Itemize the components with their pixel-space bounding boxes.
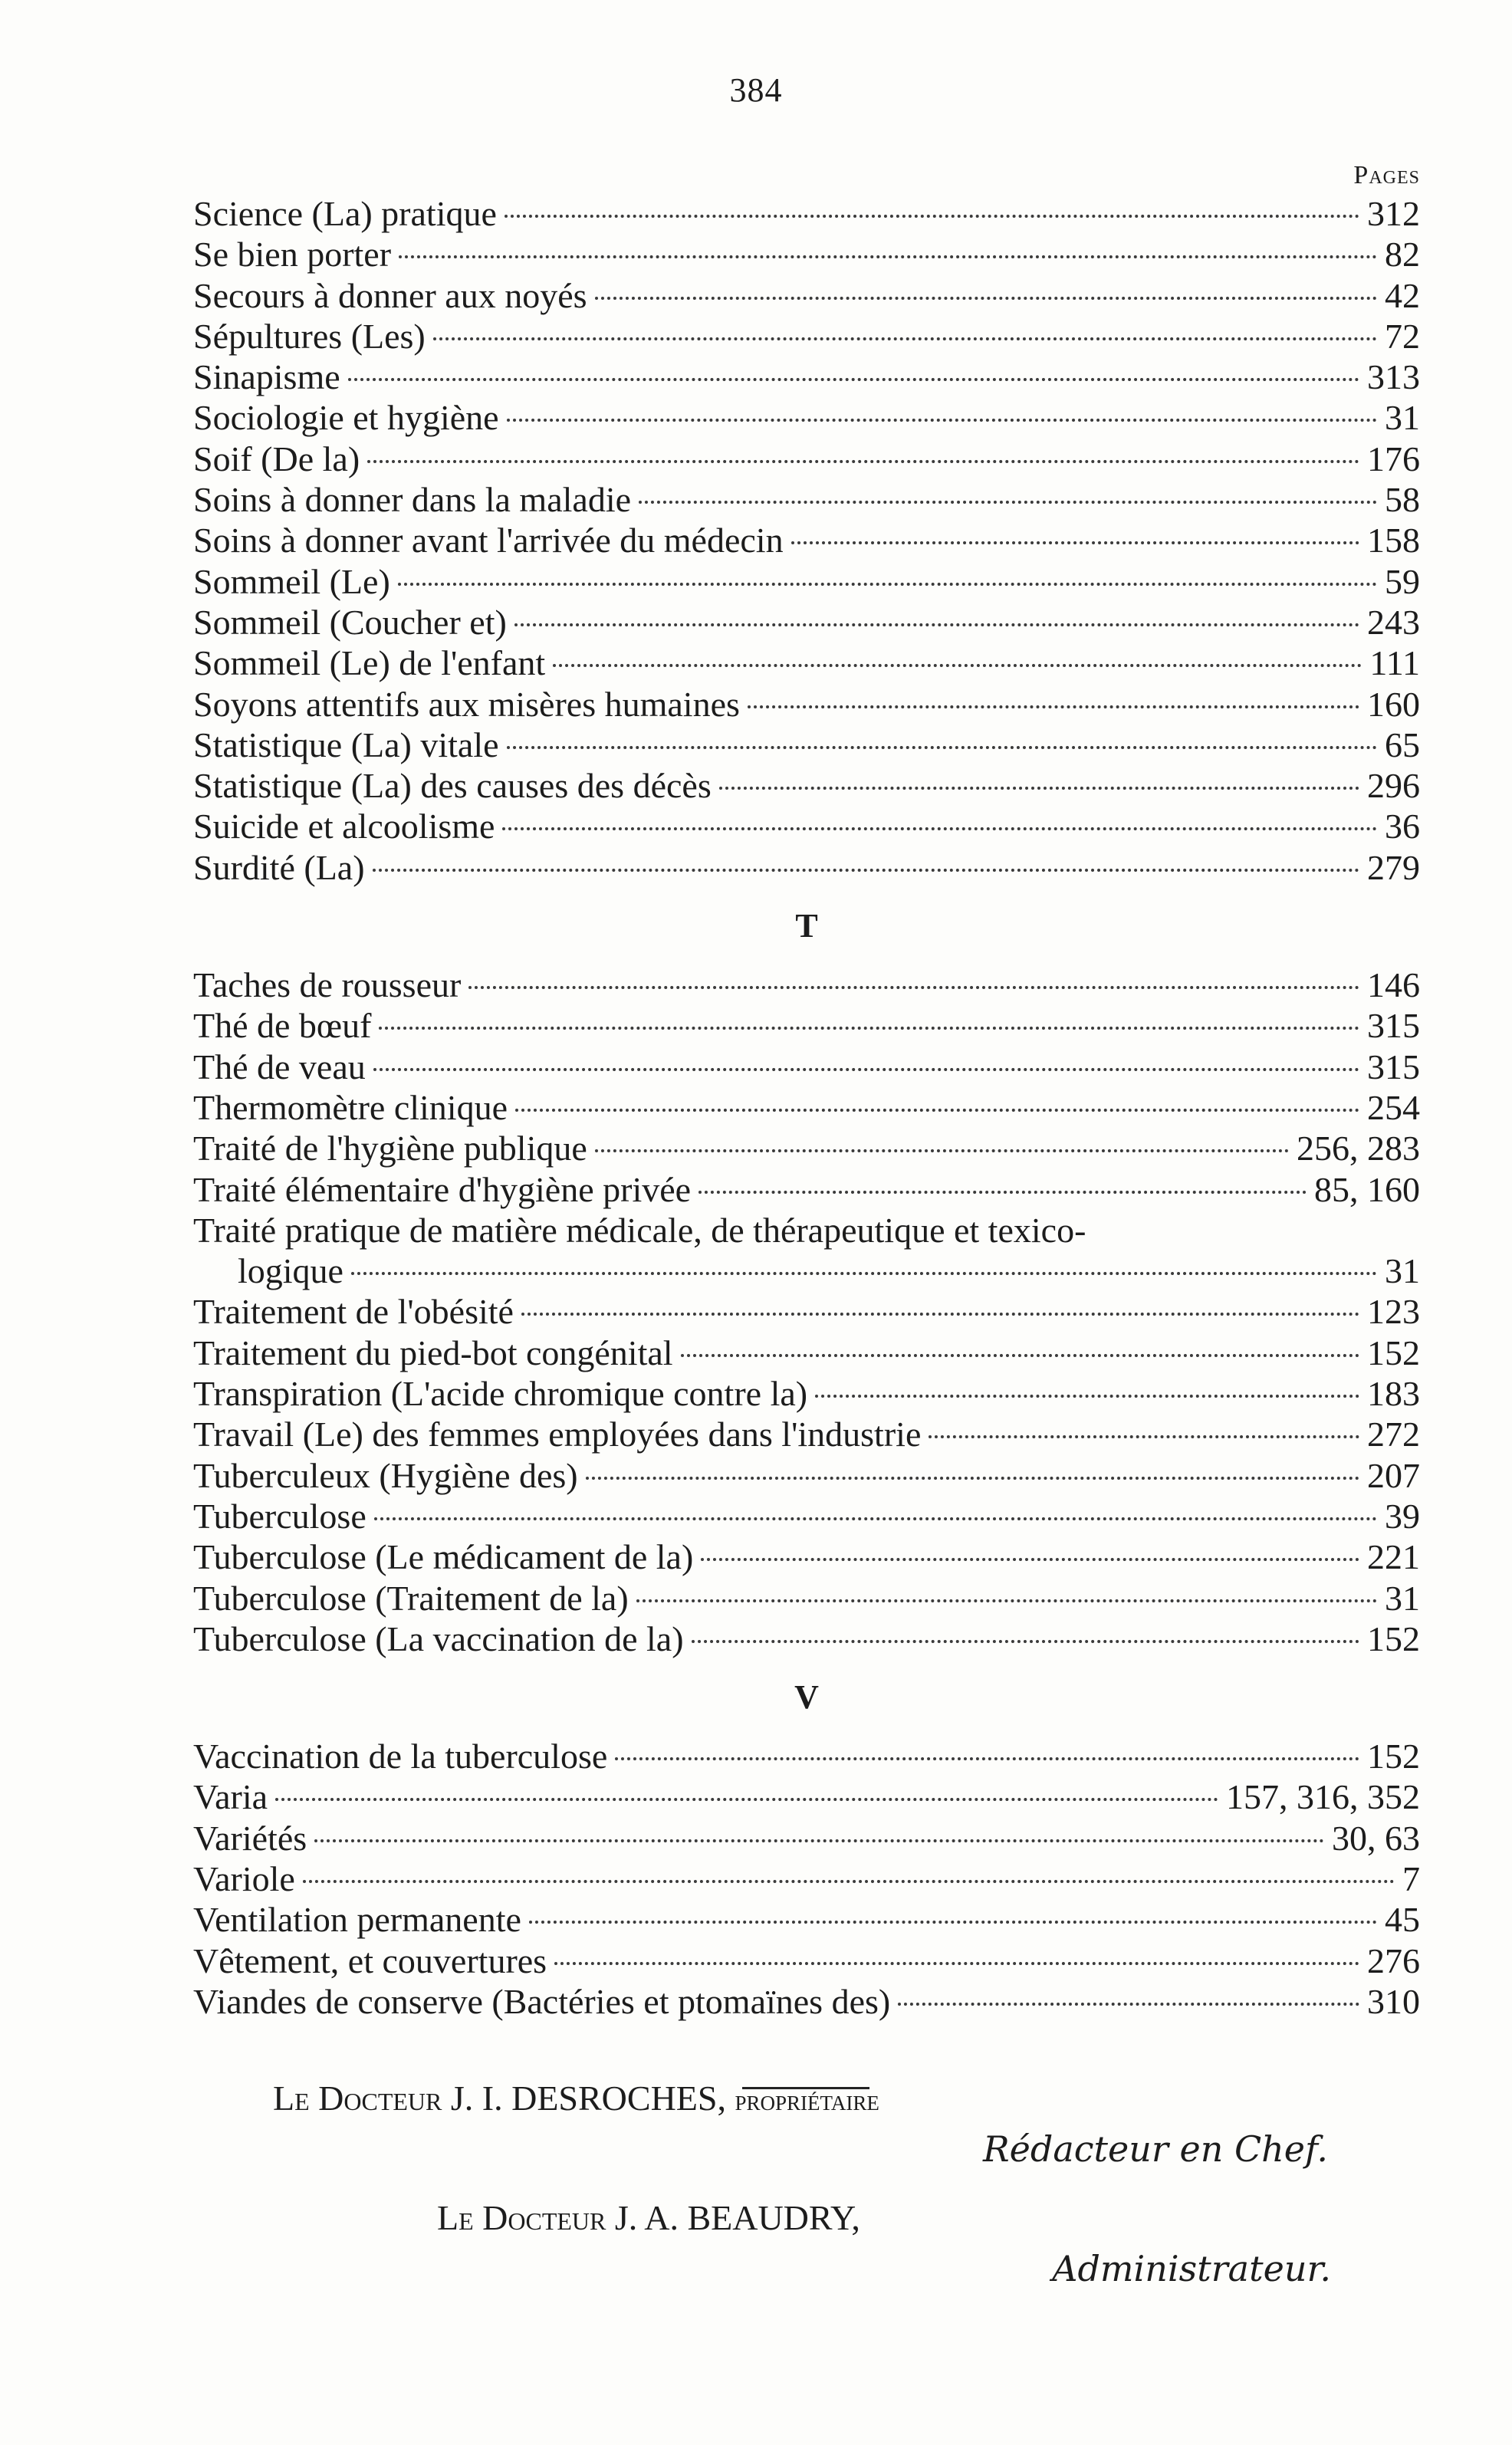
dot-leader xyxy=(502,827,1377,830)
entry-label: Tuberculose xyxy=(193,1496,366,1536)
index-entry xyxy=(193,1981,1420,2022)
entry-pages: 85, 160 xyxy=(1314,1169,1420,1209)
entry-label: Traitement de l'obésité xyxy=(193,1292,514,1332)
index-entry xyxy=(193,1250,1420,1291)
doctor-title: Le Docteur xyxy=(273,2079,442,2118)
entry-label: Suicide et alcoolisme xyxy=(193,807,495,846)
dot-leader xyxy=(553,664,1362,667)
entry-pages: 315 xyxy=(1367,1047,1420,1086)
dot-leader xyxy=(507,419,1377,422)
entry-pages: 315 xyxy=(1367,1006,1420,1046)
entry-label: Travail (Le) des femmes employées dans l'industrie xyxy=(193,1415,922,1454)
entry-pages: 82 xyxy=(1385,235,1420,274)
index-entry xyxy=(193,847,1420,888)
entry-pages: 123 xyxy=(1367,1292,1420,1332)
entry-pages: 296 xyxy=(1367,766,1420,806)
entry-label: Soins à donner dans la maladie xyxy=(193,480,632,520)
dot-leader xyxy=(698,1191,1307,1194)
dot-leader xyxy=(373,869,1359,872)
entry-label: Secours à donner aux noyés xyxy=(193,275,587,315)
entry-label: Soif (De la) xyxy=(193,439,360,478)
dot-leader xyxy=(507,746,1377,749)
index-entry xyxy=(193,1578,1420,1618)
index-entry xyxy=(193,193,1420,234)
entry-label: Taches de rousseur xyxy=(193,965,462,1005)
index-entry xyxy=(193,1333,1420,1373)
entry-pages: 313 xyxy=(1367,357,1420,397)
index-entry xyxy=(193,275,1420,316)
dot-leader xyxy=(367,460,1359,463)
index-entry xyxy=(193,684,1420,725)
dot-leader xyxy=(379,1027,1359,1030)
entry-pages: 221 xyxy=(1367,1537,1420,1577)
index-section-s xyxy=(193,193,1420,2022)
doctor-role: propriétaire xyxy=(735,2085,879,2117)
entry-pages: 59 xyxy=(1385,561,1420,601)
entry-label: Surdité (La) xyxy=(193,847,365,887)
index-entry xyxy=(193,1455,1420,1496)
entry-pages: 160 xyxy=(1367,684,1420,724)
index-entry xyxy=(193,1776,1420,1817)
entry-label: logique xyxy=(238,1251,343,1291)
entry-pages: 152 xyxy=(1367,1333,1420,1372)
entry-label: Sommeil (Le) xyxy=(193,561,390,601)
entry-pages: 207 xyxy=(1367,1455,1420,1495)
dot-leader xyxy=(615,1757,1359,1760)
index-entry xyxy=(193,1047,1420,1087)
signature-line-4: Administrateur. xyxy=(1052,2248,1331,2289)
dot-leader xyxy=(275,1798,1218,1801)
entry-pages: 45 xyxy=(1385,1900,1420,1940)
section-letter-t: T xyxy=(795,907,818,945)
index-entry xyxy=(193,1291,1420,1332)
entry-pages: 254 xyxy=(1367,1087,1420,1127)
entry-label: Sommeil (Coucher et) xyxy=(193,602,507,642)
entry-pages: 152 xyxy=(1367,1618,1420,1658)
dot-leader xyxy=(399,255,1377,258)
doctor-title: Le Docteur xyxy=(437,2198,606,2237)
dot-leader xyxy=(468,986,1359,989)
entry-pages: 31 xyxy=(1385,1251,1420,1291)
entry-pages: 39 xyxy=(1385,1496,1420,1536)
entry-pages: 158 xyxy=(1367,521,1420,560)
dot-leader xyxy=(348,378,1359,381)
index-entry xyxy=(193,765,1420,806)
index-entry xyxy=(193,806,1420,846)
entry-pages: 276 xyxy=(1367,1941,1420,1980)
index-entry xyxy=(193,397,1420,438)
index-entry xyxy=(193,357,1420,397)
entry-label: Variétés xyxy=(193,1818,307,1858)
entry-label: Soyons attentifs aux misères humaines xyxy=(193,684,740,724)
dot-leader xyxy=(681,1354,1359,1357)
entry-pages: 176 xyxy=(1367,439,1420,478)
index-entry xyxy=(193,642,1420,683)
entry-label: Sépultures (Les) xyxy=(193,316,426,356)
entry-label: Statistique (La) des causes des décès xyxy=(193,766,712,806)
entry-label: Sommeil (Le) de l'enfant xyxy=(193,643,546,683)
dot-leader xyxy=(374,1517,1377,1520)
entry-pages: 157, 316, 352 xyxy=(1226,1777,1420,1817)
entry-pages: 256, 283 xyxy=(1297,1129,1420,1168)
entry-pages: 58 xyxy=(1385,480,1420,520)
dot-leader xyxy=(791,541,1359,544)
dot-leader xyxy=(595,1149,1289,1152)
entry-pages: 42 xyxy=(1385,275,1420,315)
entry-label: Thé de bœuf xyxy=(193,1006,372,1046)
dot-leader xyxy=(433,337,1377,340)
wrapped-entry-line1: Traité pratique de matière médicale, de thérapeutique et texico- xyxy=(193,1210,1086,1250)
index-entry xyxy=(193,725,1420,765)
doctor-name: J. A. BEAUDRY, xyxy=(614,2198,860,2237)
pages-column-heading: Pages xyxy=(1353,161,1420,189)
entry-pages: 312 xyxy=(1367,194,1420,233)
dot-leader xyxy=(692,1640,1359,1643)
entry-pages: 31 xyxy=(1385,398,1420,438)
index-entry xyxy=(193,1899,1420,1940)
entry-pages: 146 xyxy=(1367,965,1420,1005)
entry-pages: 72 xyxy=(1385,316,1420,356)
entry-pages: 279 xyxy=(1367,847,1420,887)
entry-label: Se bien porter xyxy=(193,235,392,274)
dot-leader xyxy=(314,1839,1324,1842)
index-entry xyxy=(193,1373,1420,1414)
entry-label: Tuberculose (Traitement de la) xyxy=(193,1578,629,1618)
dot-leader xyxy=(529,1921,1377,1924)
entry-label: Traité élémentaire d'hygiène privée xyxy=(193,1169,692,1209)
index-entry xyxy=(193,602,1420,642)
entry-label: Thermomètre clinique xyxy=(193,1087,508,1127)
entry-label: Traité de l'hygiène publique xyxy=(193,1129,587,1168)
dot-leader xyxy=(898,2003,1359,2006)
dot-leader xyxy=(303,1880,1395,1883)
index-entry xyxy=(193,316,1420,357)
dot-leader xyxy=(639,501,1377,504)
entry-label: Science (La) pratique xyxy=(193,194,497,233)
index-entry xyxy=(193,1169,1420,1210)
dot-leader xyxy=(595,297,1377,300)
signature-line-3 xyxy=(437,2197,860,2238)
entry-label: Tuberculose (Le médicament de la) xyxy=(193,1537,694,1577)
dot-leader xyxy=(815,1395,1359,1398)
index-entry xyxy=(193,1941,1420,1981)
dot-leader xyxy=(929,1435,1359,1438)
entry-label: Transpiration (L'acide chromique contre la) xyxy=(193,1374,808,1414)
entry-pages: 272 xyxy=(1367,1415,1420,1454)
entry-label: Ventilation permanente xyxy=(193,1900,521,1940)
entry-pages: 111 xyxy=(1369,643,1420,683)
dot-leader xyxy=(373,1068,1359,1071)
index-entry xyxy=(193,561,1420,602)
entry-label: Tuberculeux (Hygiène des) xyxy=(193,1455,578,1495)
signature-line-1 xyxy=(273,2078,879,2118)
signature-line-2: Rédacteur en Chef. xyxy=(983,2128,1328,2170)
entry-label: Traitement du pied-bot congénital xyxy=(193,1333,673,1372)
entry-label: Sociologie et hygiène xyxy=(193,398,499,438)
entry-label: Statistique (La) vitale xyxy=(193,725,499,764)
entry-label: Sinapisme xyxy=(193,357,340,397)
entry-label: Tuberculose (La vaccination de la) xyxy=(193,1618,684,1658)
entry-pages: 31 xyxy=(1385,1578,1420,1618)
entry-label: Soins à donner avant l'arrivée du médecin xyxy=(193,521,784,560)
entry-pages: 152 xyxy=(1367,1737,1420,1776)
index-entry xyxy=(193,1736,1420,1776)
index-entry xyxy=(193,1536,1420,1577)
index-entry xyxy=(193,1087,1420,1128)
dot-leader xyxy=(351,1272,1377,1275)
dot-leader xyxy=(586,1477,1359,1480)
dot-leader xyxy=(554,1962,1359,1965)
entry-pages: 183 xyxy=(1367,1374,1420,1414)
dot-leader xyxy=(505,215,1359,218)
index-entry xyxy=(193,1496,1420,1536)
entry-label: Variole xyxy=(193,1858,295,1898)
index-entry xyxy=(193,1414,1420,1454)
index-entry xyxy=(193,520,1420,560)
dot-leader xyxy=(515,1109,1359,1112)
index-entry xyxy=(193,1128,1420,1168)
dot-leader xyxy=(719,787,1359,790)
index-entry xyxy=(193,1858,1420,1899)
entry-pages: 243 xyxy=(1367,602,1420,642)
entry-label: Vêtement, et couvertures xyxy=(193,1941,547,1980)
dot-leader xyxy=(636,1599,1377,1602)
page-number: 384 xyxy=(729,71,783,109)
index-entry xyxy=(193,439,1420,479)
entry-label: Thé de veau xyxy=(193,1047,366,1086)
entry-pages: 310 xyxy=(1367,1981,1420,2021)
section-letter-v: V xyxy=(794,1678,819,1717)
index-entry xyxy=(193,234,1420,274)
entry-label: Viandes de conserve (Bactéries et ptomaïnes des) xyxy=(193,1981,891,2021)
index-entry xyxy=(193,1005,1420,1046)
index-entry xyxy=(193,965,1420,1005)
index-entry xyxy=(193,1818,1420,1858)
entry-pages: 7 xyxy=(1402,1858,1420,1898)
dot-leader xyxy=(701,1558,1359,1561)
dot-leader xyxy=(514,623,1359,626)
doctor-name: J. I. DESROCHES, xyxy=(450,2079,726,2118)
entry-pages: 36 xyxy=(1385,807,1420,846)
entry-label: Varia xyxy=(193,1777,268,1817)
dot-leader xyxy=(521,1313,1359,1316)
dot-leader xyxy=(748,705,1359,708)
entry-pages: 30, 63 xyxy=(1332,1818,1420,1858)
entry-label: Vaccination de la tuberculose xyxy=(193,1737,608,1776)
entry-pages: 65 xyxy=(1385,725,1420,764)
dot-leader xyxy=(398,583,1377,586)
index-entry xyxy=(193,1618,1420,1659)
index-entry xyxy=(193,479,1420,520)
